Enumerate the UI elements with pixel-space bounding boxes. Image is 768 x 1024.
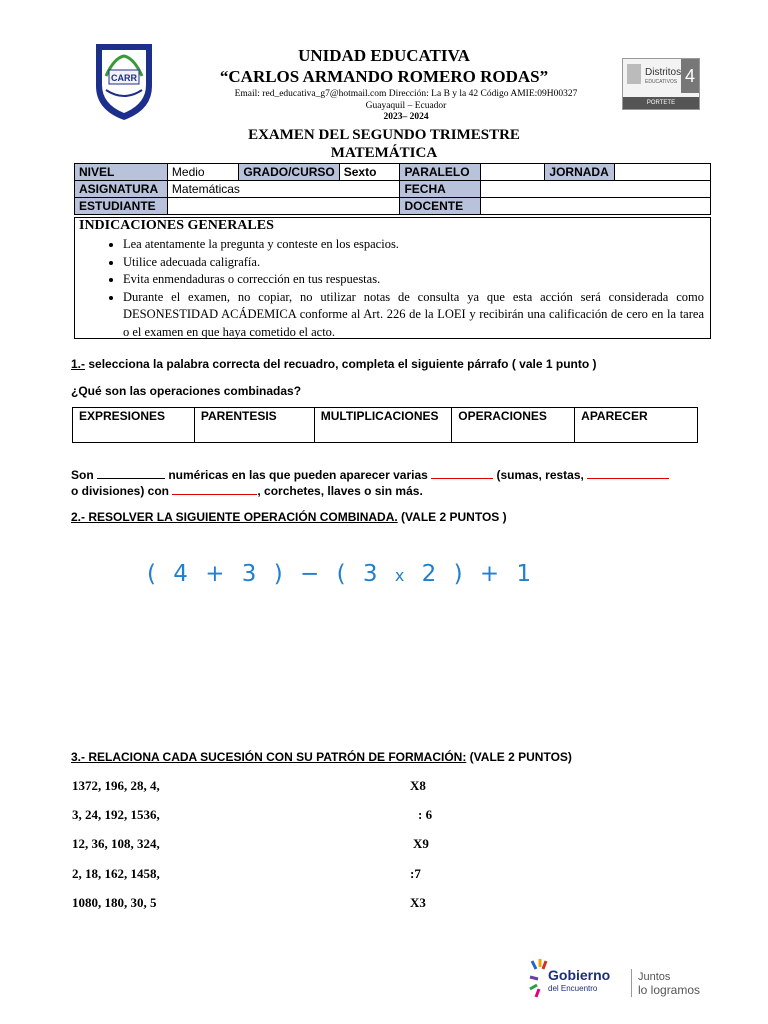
district-logo (622, 58, 700, 110)
answer-blank[interactable] (431, 467, 493, 479)
docente-value[interactable] (481, 198, 711, 215)
para-text: (sumas, restas, (493, 468, 588, 482)
indications-list (75, 236, 710, 341)
school-seal-logo (92, 40, 156, 122)
grado-value[interactable]: Sexto (339, 164, 400, 181)
question-1-prompt: ¿Qué son las operaciones combinadas? (71, 384, 302, 398)
jornada-label: JORNADA (545, 164, 615, 181)
asignatura-label: ASIGNATURA (75, 181, 168, 198)
question-2-heading (71, 510, 507, 524)
pattern-item: X9 (413, 836, 429, 851)
indication-item: • Durante el examen, no copiar, no utilizar notas de consulta ya que esta acción será considerada como DESONESTIDAD ACÁDEMICA conforme al Art. 226 de la LOEI y recibirán una calificación de cero en la tarea o el examen en que haya cometido el acto. (123, 289, 704, 342)
subject-title: MATEMÁTICA (330, 145, 438, 161)
school-year: 2023– 2024 (383, 112, 429, 122)
nivel-label: NIVEL (75, 164, 168, 181)
pattern-item: X8 (410, 778, 426, 793)
government-brand-sub: del Encuentro (548, 984, 598, 993)
word-bank-item: EXPRESIONES (73, 408, 195, 443)
government-logo (528, 953, 718, 1003)
school-contact: Email: red_educativa_g7@hotmail.com Dirección: La B y la 42 Código AMIE:09H00327 (234, 89, 578, 99)
nivel-value[interactable]: Medio (167, 164, 239, 181)
fill-in-paragraph (71, 467, 711, 499)
paralelo-value[interactable] (481, 164, 545, 181)
svg-text:CARR: CARR (111, 73, 137, 83)
word-bank-item: MULTIPLICACIONES (314, 408, 452, 443)
footer-divider (631, 969, 632, 997)
indications-title: INDICACIONES GENERALES (79, 218, 274, 233)
question-3-title: 3.- RELACIONA CADA SUCESIÓN CON SU PATRÓN DE FORMACIÓN: (71, 750, 467, 764)
operation-times: x (394, 566, 410, 585)
question-1-number: 1.- (71, 357, 86, 371)
word-bank-table (72, 407, 698, 443)
school-city: Guayaquil – Ecuador (365, 101, 447, 111)
indication-item: • Evita enmendaduras o corrección en tus respuestas. (123, 271, 704, 289)
question-2-points: (VALE 2 PUNTOS ) (397, 510, 507, 524)
combined-operation (147, 561, 536, 587)
government-brand: Gobierno (548, 967, 611, 983)
district-number: 4 (681, 59, 699, 93)
general-indications-box (74, 217, 711, 339)
paralelo-label: PARALELO (400, 164, 481, 181)
answer-blank[interactable] (587, 467, 669, 479)
government-emblem-icon (528, 957, 550, 1001)
slogan-line1: Juntos (638, 971, 671, 983)
estudiante-value[interactable] (167, 198, 400, 215)
question-2-title: 2.- RESOLVER LA SIGUIENTE OPERACIÓN COMBINADA. (71, 510, 398, 524)
student-info-table (74, 163, 711, 215)
word-bank-item: OPERACIONES (452, 408, 575, 443)
operation-part: ( 4 + 3 ) − ( 3 (147, 561, 395, 587)
docente-label: DOCENTE (400, 198, 481, 215)
sequence-item: 1080, 180, 30, 5 (72, 895, 157, 910)
fecha-label: FECHA (400, 181, 481, 198)
asignatura-value[interactable]: Matemáticas (167, 181, 400, 198)
jornada-value[interactable] (615, 164, 711, 181)
sequence-item: 3, 24, 192, 1536, (72, 807, 160, 822)
para-text: numéricas en las que pueden aparecer varias (165, 468, 432, 482)
district-icon (627, 64, 641, 84)
question-3-points: (VALE 2 PUNTOS) (466, 750, 572, 764)
estudiante-label: ESTUDIANTE (75, 198, 168, 215)
word-bank-item: APARECER (575, 408, 698, 443)
fecha-value[interactable] (481, 181, 711, 198)
sequence-item: 1372, 196, 28, 4, (72, 778, 160, 793)
para-text: , corchetes, llaves o sin más. (257, 484, 423, 498)
answer-blank[interactable] (97, 467, 165, 479)
question-1-heading (71, 357, 597, 371)
para-text: o divisiones) con (71, 484, 173, 498)
slogan-line2: lo logramos (638, 983, 701, 997)
question-1-text: selecciona la palabra correcta del recuadro, completa el siguiente párrafo ( vale 1 punto ) (85, 357, 597, 371)
indication-item: • Lea atentamente la pregunta y conteste en los espacios. (123, 236, 704, 254)
sequence-item: 2, 18, 162, 1458, (72, 866, 160, 881)
school-title-line2: “CARLOS ARMANDO ROMERO RODAS” (219, 67, 549, 86)
school-title-line1: UNIDAD EDUCATIVA (298, 46, 470, 65)
pattern-item: : 6 (418, 807, 433, 822)
question-3-heading (71, 750, 572, 764)
sequence-item: 12, 36, 108, 324, (72, 836, 160, 851)
district-bar: PORTETE (623, 97, 699, 109)
word-bank-item: PARENTESIS (194, 408, 314, 443)
answer-blank[interactable] (172, 483, 257, 495)
operation-part: 2 ) + 1 (409, 561, 537, 587)
para-text: Son (71, 468, 97, 482)
pattern-item: X3 (410, 895, 426, 910)
indication-item: • Utilice adecuada caligrafía. (123, 254, 704, 272)
district-label: Distritos (645, 67, 682, 78)
district-sub: EDUCATIVOS (645, 79, 678, 85)
grado-label: GRADO/CURSO (239, 164, 339, 181)
exam-title: EXAMEN DEL SEGUNDO TRIMESTRE (248, 127, 520, 143)
pattern-item: :7 (410, 866, 421, 881)
